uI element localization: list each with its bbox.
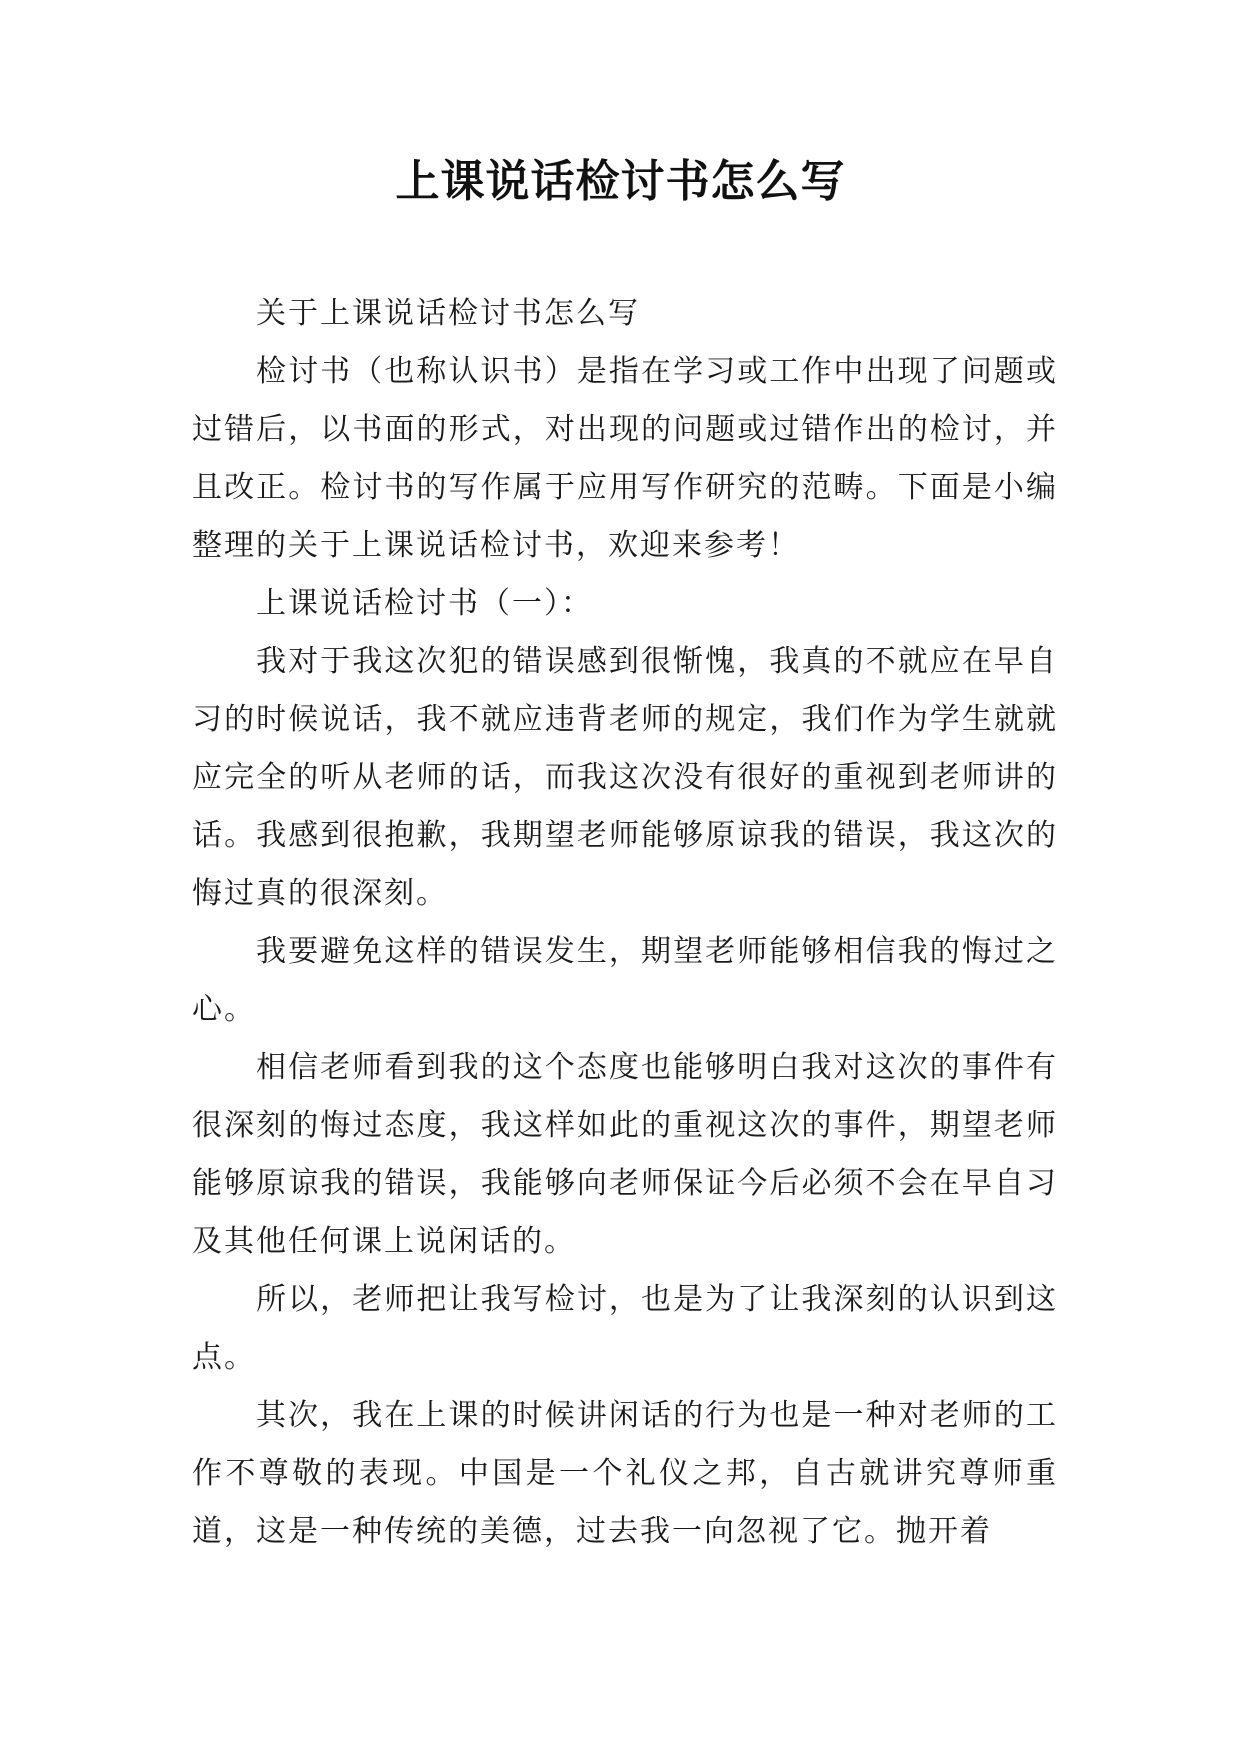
paragraph-section-heading: 上课说话检讨书（一）： <box>256 586 593 621</box>
paragraph-intro-heading: 关于上课说话检讨书怎么写 <box>256 296 640 331</box>
document-title: 上课说话检讨书怎么写 <box>395 156 846 207</box>
paragraph-body: 相信老师看到我的这个态度也能够明白我对这次的事件有很深刻的悔过态度，我这样如此的重视这次的事件，期望老师能够原谅我的错误，我能够向老师保证今后必须不会在早自习及其他任何课上说闲话的。 <box>192 1050 1058 1259</box>
paragraph-body: 我要避免这样的错误发生，期望老师能够相信我的悔过之心。 <box>192 934 1058 1027</box>
paragraph-body: 所以，老师把让我写检讨，也是为了让我深刻的认识到这点。 <box>192 1282 1058 1375</box>
paragraph-body: 其次，我在上课的时候讲闲话的行为也是一种对老师的工作不尊敬的表现。中国是一个礼仪之邦，自古就讲究尊师重道，这是一种传统的美德，过去我一向忽视了它。抛开着 <box>192 1398 1058 1549</box>
paragraph-definition: 检讨书（也称认识书）是指在学习或工作中出现了问题或过错后，以书面的形式，对出现的问题或过错作出的检讨，并且改正。检讨书的写作属于应用写作研究的范畴。下面是小编整理的关于上课说话检讨书，欢迎来参考！ <box>192 354 1058 563</box>
paragraph-body: 我对于我这次犯的错误感到很惭愧，我真的不就应在早自习的时候说话，我不就应违背老师的规定，我们作为学生就就应完全的听从老师的话，而我这次没有很好的重视到老师讲的话。我感到很抱歉，我期望老师能够原谅我的错误，我这次的悔过真的很深刻。 <box>192 644 1058 911</box>
document-body <box>192 285 1058 1561</box>
